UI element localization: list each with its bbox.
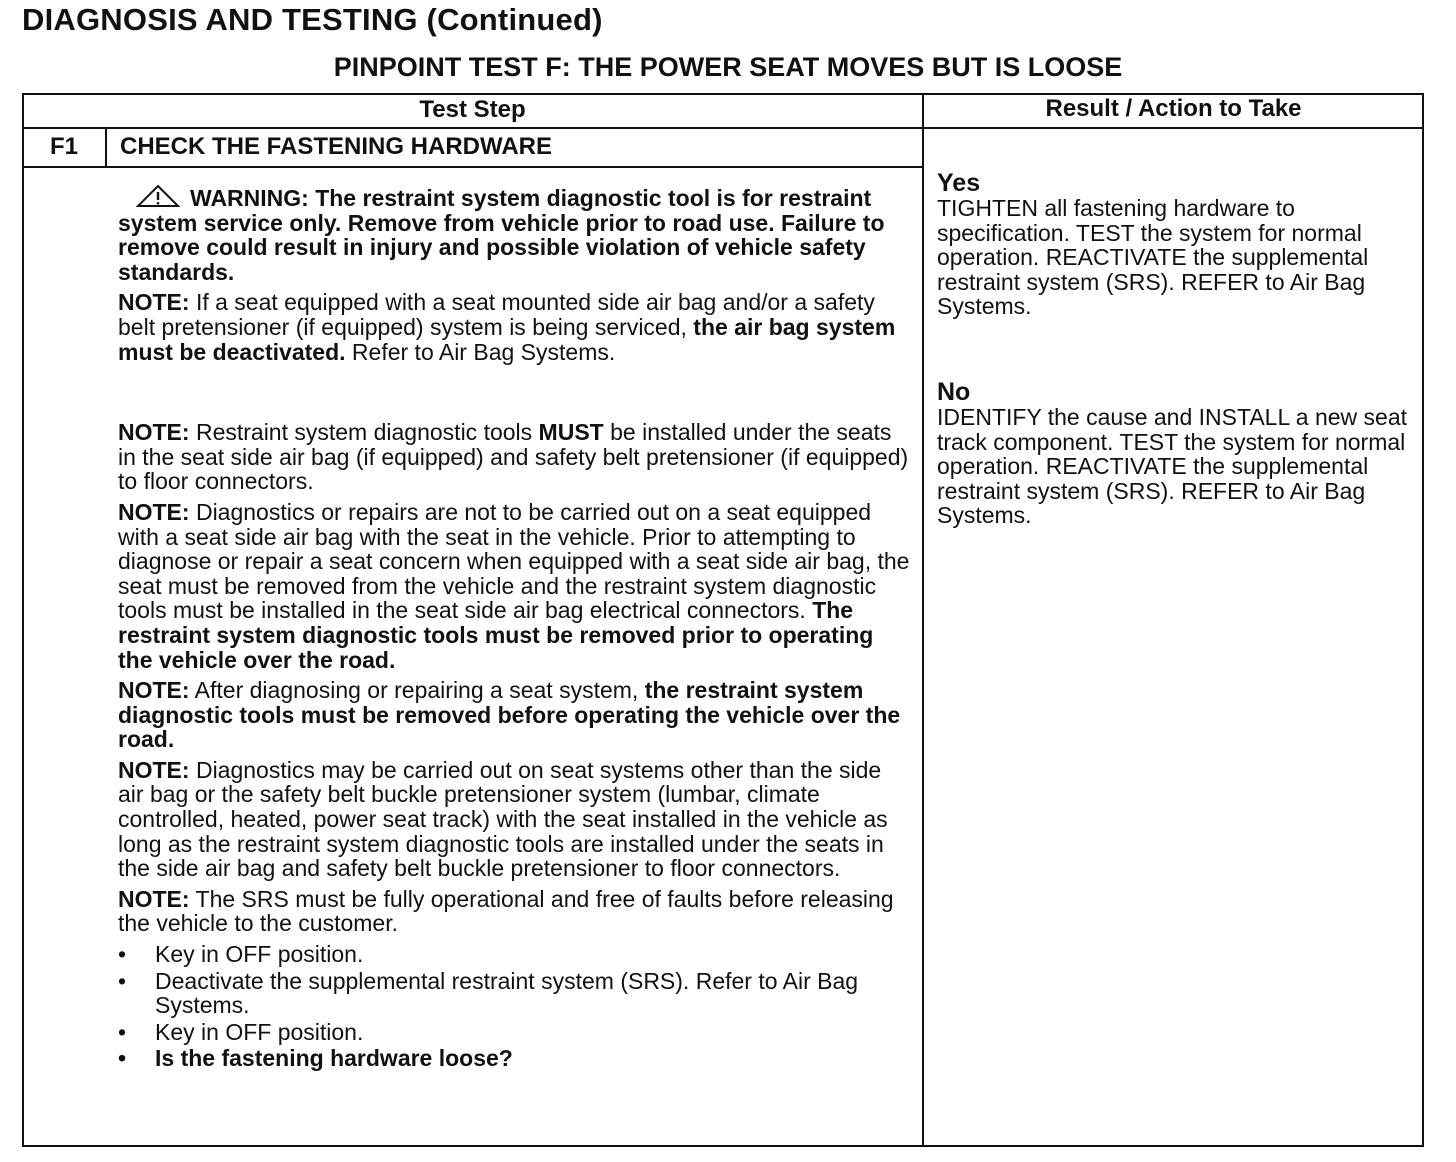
note-emphasis: the air bag system must be deactivated. — [118, 313, 896, 365]
note-text: After diagnosing or repairing a seat system, — [189, 677, 645, 704]
bullet: • — [118, 1045, 127, 1072]
note-text: The SRS must be fully operational and free of faults before releasing the vehicle to the customer. — [118, 885, 894, 937]
bullet: • — [118, 967, 127, 994]
list-item-text: Key in OFF position. — [155, 1018, 364, 1045]
list-item-text: Deactivate the supplemental restraint system (SRS). Refer to Air Bag Systems. — [155, 967, 859, 1019]
note-label: NOTE: — [118, 885, 190, 912]
note-text: Diagnostics or repairs are not to be carried out on a seat equipped with a seat side air bag with the seat in the vehicle. Prior to attempting to diagnose or repair a seat concern when equipped with a seat side air bag, the seat must be removed from the vehicle and the restraint system diagnostic tools must be installed in the seat side air bag electrical connectors. — [118, 498, 910, 624]
list-item — [118, 942, 913, 967]
warning-triangle-icon — [136, 184, 180, 208]
note-emphasis: MUST — [538, 419, 604, 446]
note-text: Refer to Air Bag Systems. — [345, 338, 616, 365]
header-divider — [22, 127, 1424, 129]
step-body — [118, 184, 913, 1073]
page-heading: DIAGNOSIS AND TESTING (Continued) — [22, 2, 603, 37]
step-actions-list — [118, 942, 913, 1071]
note-deactivate-airbag — [118, 290, 913, 364]
note-seat-removal — [118, 500, 913, 672]
note-text: Diagnostics may be carried out on seat systems other than the side air bag or the safety belt buckle pretensioner system (lumbar, climate controlled, heated, power seat track) with the seat installed in the vehicle as long as the restraint system diagnostic tools are installed under the seats in the side air bag and safety belt buckle pretensioner to floor connectors. — [118, 756, 888, 882]
note-label: NOTE: — [118, 498, 190, 525]
result-yes — [937, 171, 1417, 319]
step-id: F1 — [49, 133, 78, 160]
list-item-question — [118, 1046, 913, 1071]
list-item — [118, 1020, 913, 1045]
note-other-seat-systems — [118, 758, 913, 881]
pinpoint-test-title: PINPOINT TEST F: THE POWER SEAT MOVES BUT IS LOOSE — [333, 52, 1123, 82]
note-tools-removal — [118, 678, 913, 752]
note-srs-operational — [118, 887, 913, 936]
column-divider — [922, 93, 924, 1147]
result-no — [937, 380, 1417, 528]
warning-text: WARNING: The restraint system diagnostic tool is for restraint system service only. Remove from vehicle prior to road use. Failure to remove could result in injury and possible violation of vehicle safety standards. — [118, 185, 885, 285]
list-item — [118, 969, 913, 1018]
step-title-divider — [22, 166, 923, 168]
note-text: be installed under the seats in the seat side air bag (if equipped) and safety belt pretensioner (if equipped) to floor connectors. — [118, 419, 909, 495]
note-label: NOTE: — [118, 419, 190, 446]
spacer — [118, 370, 913, 420]
note-label: NOTE: — [118, 289, 190, 316]
note-label: NOTE: — [118, 756, 190, 783]
note-text: If a seat equipped with a seat mounted side air bag and/or a safety belt pretensioner (if equipped) system is being serviced, — [118, 289, 875, 340]
list-item-text: Is the fastening hardware loose? — [155, 1045, 513, 1072]
header-test-step: Test Step — [419, 96, 526, 123]
result-no-label: No — [937, 378, 971, 406]
step-title: CHECK THE FASTENING HARDWARE — [120, 133, 553, 160]
note-label: NOTE: — [118, 677, 190, 704]
note-text: Restraint system diagnostic tools — [189, 419, 539, 446]
note-emphasis: the restraint system diagnostic tools must be removed before operating the vehicle over the road. — [118, 677, 901, 753]
note-diagnostic-tools-install — [118, 420, 913, 494]
note-emphasis: The restraint system diagnostic tools must be removed prior to operating the vehicle over the road. — [118, 597, 874, 673]
list-item-text: Key in OFF position. — [155, 941, 364, 968]
bullet: • — [118, 941, 127, 968]
warning-block — [118, 184, 913, 284]
header-result-action: Result / Action to Take — [1045, 95, 1302, 122]
result-yes-label: Yes — [937, 169, 981, 197]
bullet: • — [118, 1018, 127, 1045]
result-yes-text: TIGHTEN all fastening hardware to specification. TEST the system for normal operation. REACTIVATE the supplemental restraint system (SRS). REFER to Air Bag Systems. — [937, 195, 1369, 320]
result-no-text: IDENTIFY the cause and INSTALL a new seat track component. TEST the system for normal operation. REACTIVATE the supplemental restraint system (SRS). REFER to Air Bag Systems. — [937, 404, 1408, 529]
